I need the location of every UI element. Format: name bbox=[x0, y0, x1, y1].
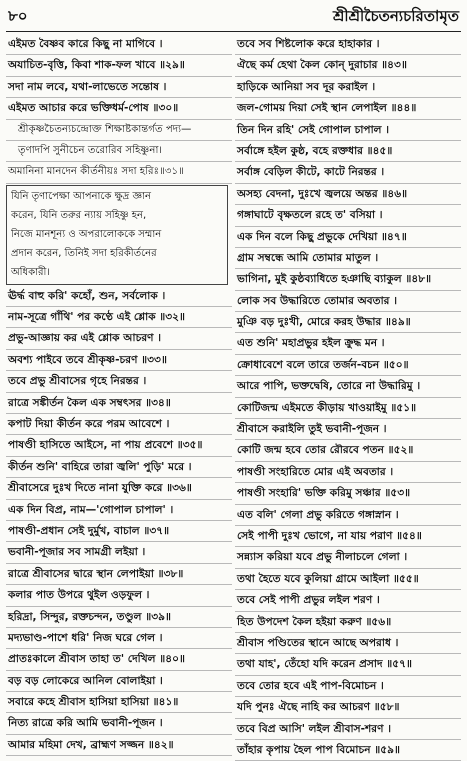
verse-line: গঙ্গাঘাটে বৃক্ষতলে রহে ত' বসিয়া । bbox=[235, 205, 461, 226]
translation-box bbox=[6, 185, 228, 285]
verse-line: নাম-সূত্রে গাঁথি' পর কণ্ঠে এই শ্লোক ॥৩২॥ bbox=[6, 307, 232, 328]
verse-line: পাষণ্ডী সংহারি' ভক্তি করিমু সঞ্চার ॥৫৩॥ bbox=[235, 483, 461, 504]
right-column bbox=[235, 34, 461, 761]
translation-line: প্রদান করেন, তিনিই সদা হরিকীর্তনের bbox=[11, 248, 157, 260]
verse-line: শ্রীবাস পণ্ডিতের স্থানে আছে অপরাধ । bbox=[235, 633, 461, 654]
verse-line: এইমত আচার করে ভক্তিধর্ম-পোষ ॥৩০॥ bbox=[6, 98, 232, 119]
verse-line: এত বলি' গেলা প্রভু করিতে গঙ্গাস্নান । bbox=[235, 505, 461, 526]
verse-line: হাড়িকে আনিয়া সব দূর করাইল । bbox=[235, 77, 461, 98]
verse-line: তথা যাহ', তেঁহো যদি করেন প্রসাদ ॥৫৭॥ bbox=[235, 654, 461, 675]
verse-line: গ্রাম সম্বন্ধে আমি তোমার মাতুল । bbox=[235, 248, 461, 269]
translation-line: যিনি তৃণাপেক্ষা আপনাকে ক্ষুদ্র জ্ঞান bbox=[11, 190, 151, 202]
verse-line: শ্রীবাসে করাইলি তুই ভবানী-পূজন । bbox=[235, 419, 461, 440]
verse-line: অসহ্য বেদনা, দুঃখে জ্বলয়ে অন্তর ॥৪৬॥ bbox=[235, 184, 461, 205]
verse-line: কলার পাত উপরে থুইল ওড়ফুল । bbox=[6, 585, 232, 606]
sanskrit-verse-line: তৃণাদপি সুনীচেন তরোরিব সহিষ্ণুনা। bbox=[6, 141, 232, 162]
verse-line: পাষণ্ডী হাসিতে আইসে, না পায় প্রবেশে ॥৩৫॥ bbox=[6, 435, 232, 456]
verse-line: মুঞি বড় দুঃখী, মোরে করহ উদ্ধার ॥৪৯॥ bbox=[235, 312, 461, 333]
verse-line: ঐছে কর্ম হেথা কৈল কোন্ দুরাচার ॥৪৩॥ bbox=[235, 55, 461, 76]
verse-line: সন্ন্যাস করিয়া যবে প্রভু নীলাচলে গেলা । bbox=[235, 547, 461, 568]
verse-line: তবে বিপ্র আসি' লইল শ্রীবাস-শরণ । bbox=[235, 719, 461, 740]
verse-line: কোটি জন্ম হবে তোর রৌরবে পতন ॥৫২॥ bbox=[235, 440, 461, 461]
verse-line: কীর্তন শুনি' বাহিরে তারা জ্বলি' পুড়ি' মরে । bbox=[6, 457, 232, 478]
verse-line: তবে সেই পাপী প্রভুর লইল শরণ । bbox=[235, 590, 461, 611]
verse-line: সেই পাপী দুঃখ ভোগে, না যায় পরাণ ॥৫৪॥ bbox=[235, 526, 461, 547]
verse-line: তাঁহার কৃপায় হৈল পাপ বিমোচন ॥৫৯॥ bbox=[235, 740, 461, 761]
verse-line: পাষণ্ডী সংহারিতে মোর এই অবতার । bbox=[235, 462, 461, 483]
running-title: শ্রীশ্রীচৈতন্যচরিতামৃত bbox=[333, 7, 459, 25]
verse-line: সবারে কহে শ্রীবাস হাসিয়া হাসিয়া ॥৪১॥ bbox=[6, 692, 232, 713]
left-column bbox=[6, 34, 232, 761]
verse-line: তবে তোর হবে এই পাপ-বিমোচন । bbox=[235, 676, 461, 697]
verse-line: এত শুনি' মহাপ্রভুর হইল ক্রুদ্ধ মন । bbox=[235, 333, 461, 354]
two-column-body bbox=[6, 34, 461, 761]
page-number: ৮০ bbox=[8, 7, 28, 25]
verse-line: আমার মহিমা দেখ, ব্রাহ্মণ সজ্জন ॥৪২॥ bbox=[6, 735, 232, 756]
verse-line: বড় বড় লোকেরে আনিল বোলাইয়া । bbox=[6, 671, 232, 692]
header-rule bbox=[6, 31, 461, 32]
verse-line: তথা হৈতে যবে কুলিয়া গ্রামে আইলা ॥৫৫॥ bbox=[235, 569, 461, 590]
verse-line: এইমত বৈষ্ণব কারে কিছু না মাগিবে । bbox=[6, 34, 232, 55]
translation-line: অধিকারী। bbox=[11, 267, 50, 279]
verse-line: রাত্রে সঙ্কীর্তন কৈল এক সম্বৎসর ॥৩৪॥ bbox=[6, 393, 232, 414]
verse-line: লোক সব উদ্ধারিতে তোমার অবতার । bbox=[235, 291, 461, 312]
verse-line: ভবানী-পূজার সব সামগ্রী লইয়া । bbox=[6, 542, 232, 563]
verse-line: হিত উপদেশ কৈল হইয়া করুণ ॥৫৬॥ bbox=[235, 612, 461, 633]
verse-line: এক দিন বলে কিছু প্রভুকে দেখিয়া ॥৪৭॥ bbox=[235, 227, 461, 248]
verse-line: এক দিন বিপ্র, নাম—'গোপাল চাপাল' । bbox=[6, 500, 232, 521]
verse-line: অবশ্য পাইবে তবে শ্রীকৃষ্ণ-চরণ ॥৩৩॥ bbox=[6, 350, 232, 371]
verse-line: মদ্যভাণ্ড-পাশে ধরি' নিজ ঘরে গেল । bbox=[6, 628, 232, 649]
verse-line: রাত্রে শ্রীবাসের দ্বারে স্থান লেপাইয়া ॥৩৮॥ bbox=[6, 564, 232, 585]
verse-line: প্রাতঃকালে শ্রীবাস তাহা ত' দেখিল ॥৪০॥ bbox=[6, 649, 232, 670]
verse-line: পাষণ্ডী-প্রধান সেই দুর্মুখ, বাচাল ॥৩৭॥ bbox=[6, 521, 232, 542]
page-header bbox=[6, 4, 461, 30]
verse-line: নিত্য রাত্রে করি আমি ভবানী-পূজন । bbox=[6, 713, 232, 734]
sanskrit-intro-line: শ্রীকৃষ্ণচৈতন্যচন্দ্রোক্ত শিক্ষাষ্টকান্তর্গত পদ্য— bbox=[6, 120, 232, 141]
verse-line: শ্রীবাসেরে দুঃখ দিতে নানা যুক্তি করে ॥৩৬॥ bbox=[6, 478, 232, 499]
verse-line: সদা নাম লবে, যথা-লাভেতে সন্তোষ । bbox=[6, 77, 232, 98]
verse-line: ভাগিনা, মুই কুষ্ঠব্যাধিতে হঞাছি ব্যাকুল ॥৪৮॥ bbox=[235, 269, 461, 290]
verse-line: সর্বাঙ্গে হইল কুষ্ঠ, বহে রক্তধার ॥৪৫॥ bbox=[235, 141, 461, 162]
verse-line: অযাচিত-বৃত্তি, কিবা শাক-ফল খাবে ॥২৯॥ bbox=[6, 55, 232, 76]
sanskrit-verse-line: অমানিনা মানদেন কীর্তনীয়ঃ সদা হরিঃ॥৩১॥ bbox=[6, 162, 232, 183]
verse-line: প্রভু-আজ্ঞায় কর এই শ্লোক আচরণ । bbox=[6, 328, 232, 349]
verse-line: তিন দিন রহি' সেই গোপাল চাপাল । bbox=[235, 120, 461, 141]
verse-line: হরিদ্রা, সিন্দুর, রক্তচন্দন, তণ্ডুল ॥৩৯॥ bbox=[6, 607, 232, 628]
verse-line: সর্বাঙ্গ বেড়িল কীটে, কাটে নিরন্তর । bbox=[235, 162, 461, 183]
verse-line: তবে সব শিষ্টলোক করে হাহাকার । bbox=[235, 34, 461, 55]
verse-line: কোটিজন্ম এইমতে কীড়ায় খাওয়াইমু ॥৫১॥ bbox=[235, 398, 461, 419]
verse-line: কপাট দিয়া কীর্তন করে পরম আবেশে । bbox=[6, 414, 232, 435]
verse-line: ঊর্দ্ধ বাহু করি' কহোঁ, শুন, সর্বলোক । bbox=[6, 286, 232, 307]
verse-line: তবে প্রভু শ্রীবাসের গৃহে নিরন্তর । bbox=[6, 371, 232, 392]
verse-line: যদি পুনঃ ঐছে নাহি কর আচরণ ॥৫৮॥ bbox=[235, 697, 461, 718]
verse-line: জল-গোময় দিয়া সেই স্থান লেপাইল ॥৪৪॥ bbox=[235, 98, 461, 119]
translation-line: করেন, যিনি তরুর ন্যায় সহিষ্ণু হন, bbox=[11, 209, 147, 221]
translation-line: নিজে মানশূন্য ও অপরালোককে সম্মান bbox=[11, 229, 162, 241]
verse-line: আরে পাপি, ভক্তদ্বেষি, তোরে না উদ্ধারিমু । bbox=[235, 376, 461, 397]
verse-line: ক্রোধাবেশে বলে তারে তর্জন-বচন ॥৫০॥ bbox=[235, 355, 461, 376]
